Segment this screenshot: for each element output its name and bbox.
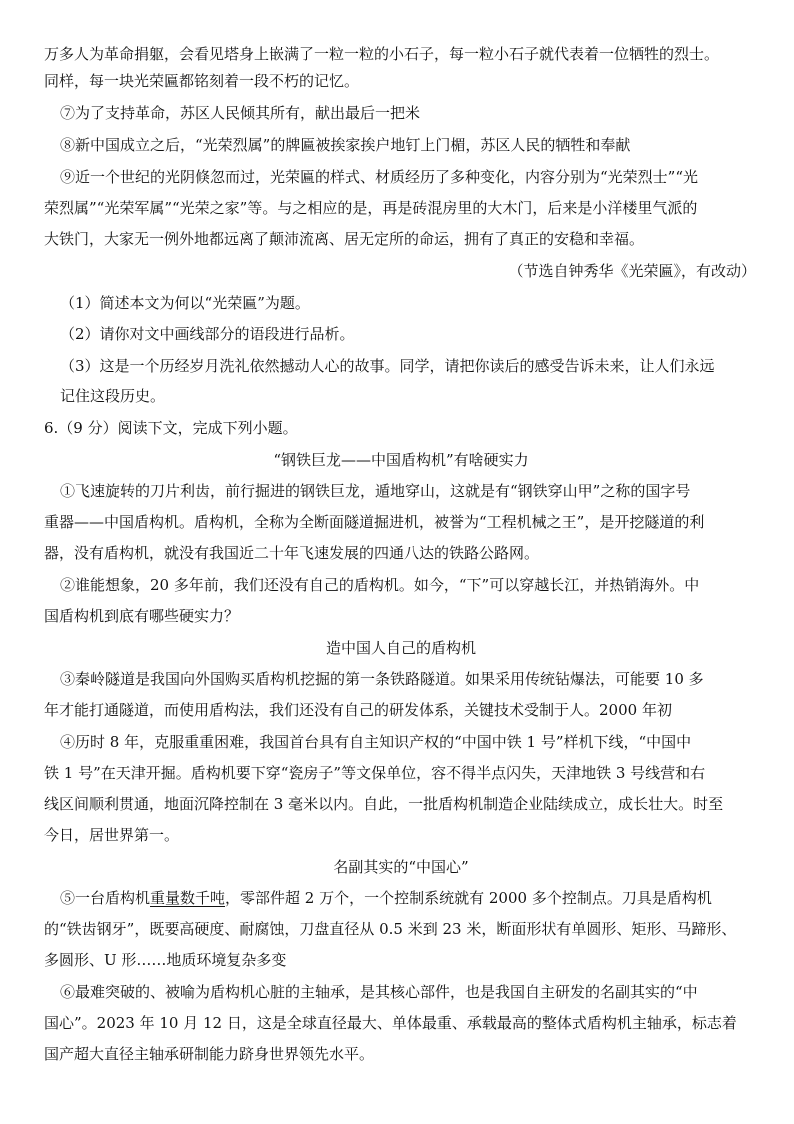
underlined-phrase: 重量数千吨	[150, 889, 226, 907]
story-paragraph-9-line-1: ⑨近一个世纪的光阴倏忽而过，光荣匾的样式、材质经历了多种变化，内容分别为“光荣烈士”“光	[60, 168, 699, 186]
story-line-1: 万多人为革命捐躯，会看见塔身上嵌满了一粒一粒的小石子，每一粒小石子就代表着一位牺牲的烈士。	[44, 45, 720, 63]
article-p3-line-2: 年才能打通隧道，而使用盾构法，我们还没有自己的研发体系，关键技术受制于人。2000 年初	[44, 701, 672, 719]
article-p6-line-3: 国产超大直径主轴承研制能力跻身世界领先水平。	[44, 1045, 375, 1063]
article-p5-line-1	[60, 886, 758, 910]
p5-start: ⑤一台盾构机	[60, 889, 151, 907]
p5-rest: ，零部件超 2 万个，一个控制系统就有 2000 多个控制点。刀具是盾构机	[225, 889, 712, 907]
story-paragraph-7: ⑦为了支持革命，苏区人民倾其所有，献出最后一把米	[60, 104, 421, 122]
article-subheading-1: 造中国人自己的盾构机	[325, 639, 476, 657]
question-5-2: （2）请你对文中画线部分的语段进行品析。	[60, 325, 355, 343]
story-paragraph-9-line-3: 大铁门，大家无一例外地都远离了颠沛流离、居无定所的命运，拥有了真正的安稳和幸福。	[44, 230, 645, 248]
article-title: “钢铁巨龙——中国盾构机”有啥硬实力	[273, 451, 529, 469]
article-p6-line-1: ⑥最难突破的、被喻为盾构机心脏的主轴承，是其核心部件，也是我国自主研发的名副其实的“中	[60, 983, 698, 1001]
question-6-header: 6.（9 分）阅读下文，完成下列小题。	[44, 419, 298, 437]
article-p4-line-1: ④历时 8 年，克服重重困难，我国首台具有自主知识产权的“中国中铁 1 号”样机下线，“中国中	[60, 733, 692, 751]
article-p1-line-1: ①飞速旋转的刀片利齿，前行掘进的钢铁巨龙，遁地穿山，这就是有“钢铁穿山甲”之称的国字号	[60, 482, 691, 500]
article-p2-line-2: 国盾构机到底有哪些硬实力？	[44, 607, 240, 625]
article-p4-line-4: 今日，居世界第一。	[44, 826, 180, 844]
story-source: （节选自钟秀华《光荣匾》，有改动）	[508, 262, 756, 280]
article-p1-line-3: 器，没有盾构机，就没有我国近二十年飞速发展的四通八达的铁路公路网。	[44, 544, 540, 562]
article-p5-line-2: 的“铁齿钢牙”，既要高硬度、耐腐蚀，刀盘直径从 0.5 米到 23 米，断面形状有单圆形、矩形、马蹄形、	[44, 920, 737, 938]
article-p6-line-2: 国心”。2023 年 10 月 12 日，这是全球直径最大、单体最重、承载最高的整体式盾构机主轴承，标志着	[44, 1014, 737, 1032]
article-subheading-2: 名副其实的“中国心”	[333, 858, 469, 876]
article-p4-line-2: 铁 1 号”在天津开掘。盾构机要下穿“瓷房子”等文保单位，容不得半点闪失，天津地铁 3 号线营和右	[44, 764, 706, 782]
question-5-3-line-2: 记住这段历史。	[60, 387, 166, 405]
article-p3-line-1: ③秦岭隧道是我国向外国购买盾构机挖掘的第一条铁路隧道。如果采用传统钻爆法，可能要 10 多	[60, 670, 704, 688]
article-p1-line-2: 重器——中国盾构机。盾构机，全称为全断面隧道掘进机，被誉为“工程机械之王”，是开挖隧道的利	[44, 513, 705, 531]
story-paragraph-8: ⑧新中国成立之后，“光荣烈属”的牌匾被挨家挨户地钉上门楣，苏区人民的牺牲和奉献	[60, 136, 631, 154]
article-p4-line-3: 线区间顺利贯通，地面沉降控制在 3 毫米以内。自此，一批盾构机制造企业陆续成立，成长壮大。时至	[44, 795, 724, 813]
question-5-3-line-1: （3）这是一个历经岁月洗礼依然撼动人心的故事。同学，请把你读后的感受告诉未来，让人们永远	[60, 357, 715, 375]
story-paragraph-9-line-2: 荣烈属”“光荣军属”“光荣之家”等。与之相应的是，再是砖混房里的大木门，后来是小洋楼里气派的	[44, 199, 698, 217]
question-5-1: （1）简述本文为何以“光荣匾”为题。	[60, 294, 310, 312]
article-p5-line-3: 多圆形、U 形……地质环境复杂多变	[44, 951, 287, 969]
story-line-2: 同样，每一块光荣匾都铭刻着一段不朽的记忆。	[44, 72, 360, 90]
article-p2-line-1: ②谁能想象，20 多年前，我们还没有自己的盾构机。如今，“下”可以穿越长江，并热销海外。中	[60, 576, 700, 594]
